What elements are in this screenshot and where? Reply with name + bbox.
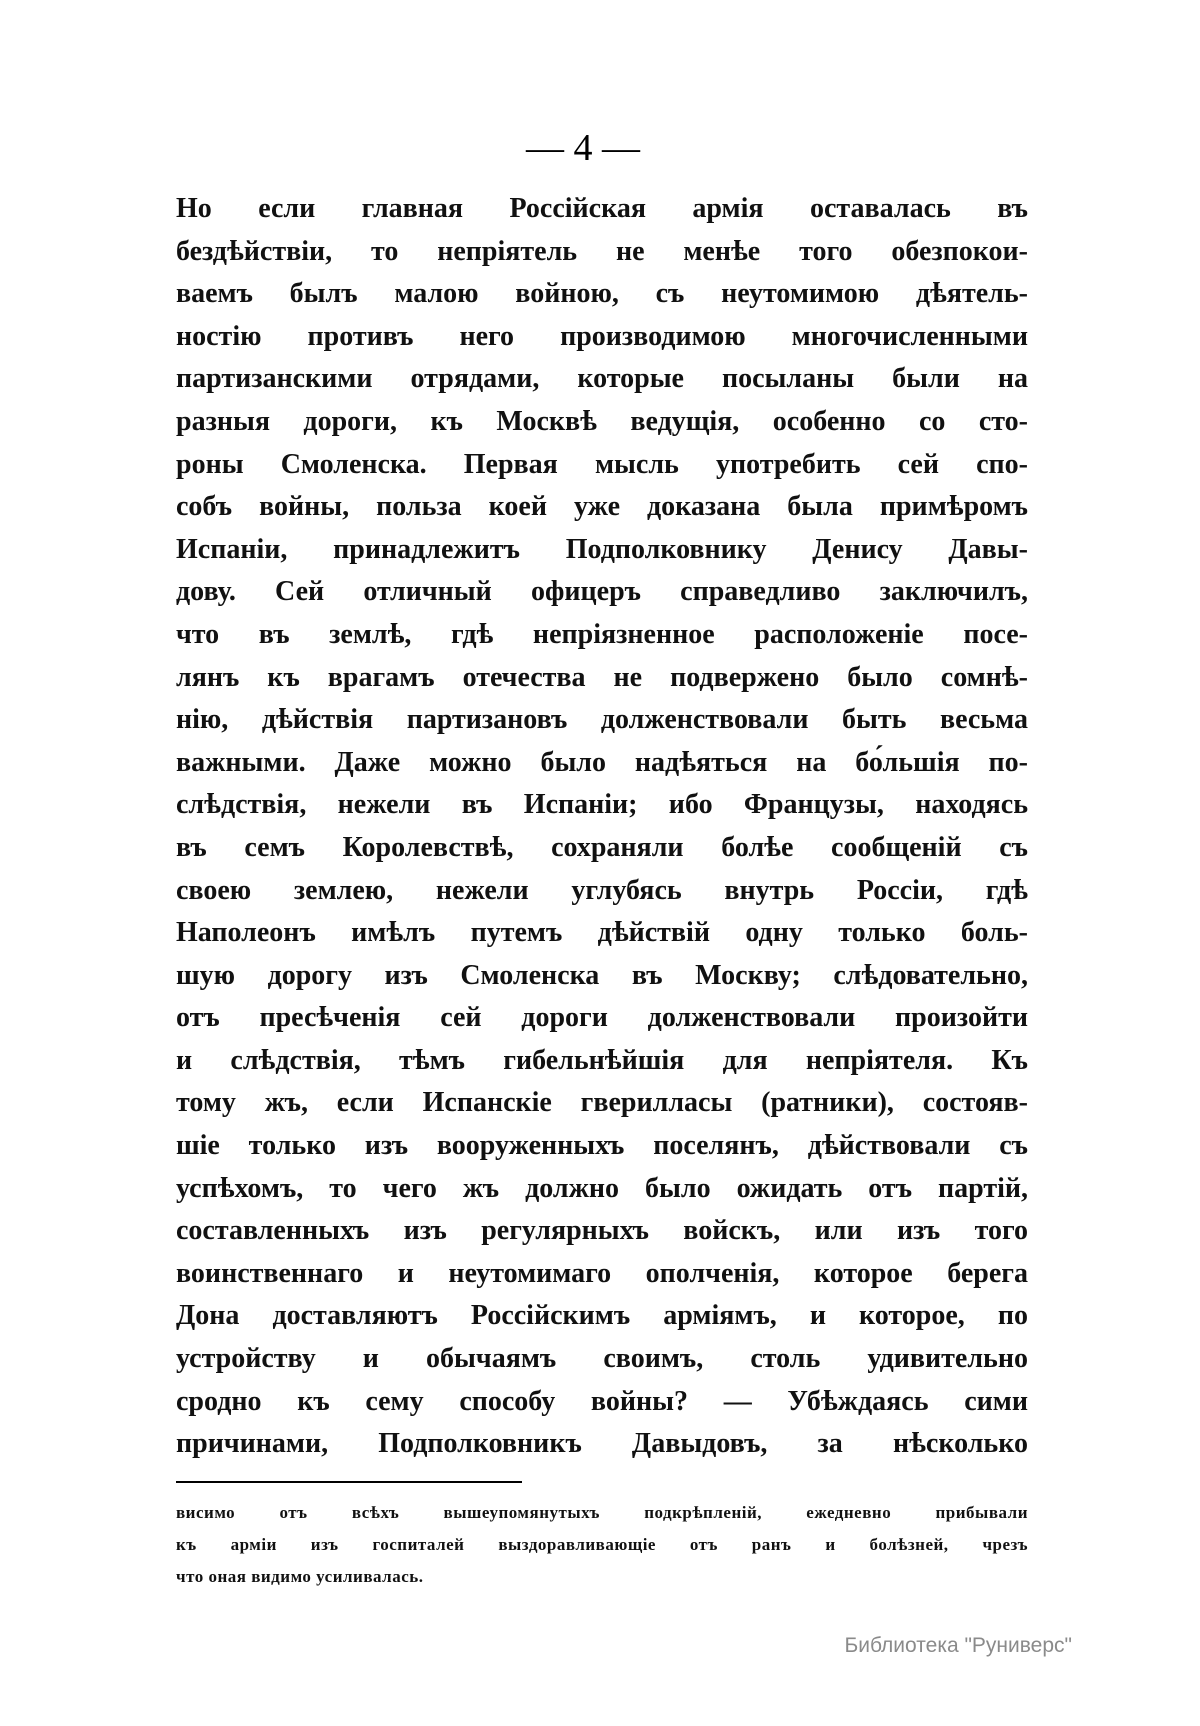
text-line: воинственнаго и неутомимаго ополченія, которое берега	[176, 1257, 1028, 1289]
footnote-line: что оная видимо усиливалась.	[176, 1567, 424, 1586]
text-line: лянъ къ врагамъ отечества не подвержено было сомнѣ-	[176, 661, 1028, 693]
text-line: Испаніи, принадлежитъ Подполковнику Денису Давы-	[176, 533, 1028, 565]
footnote-divider	[176, 1481, 522, 1483]
text-line: своею землею, нежели углубясь внутрь Россіи, гдѣ	[176, 874, 1028, 906]
text-line: роны Смоленска. Первая мысль употребить сей спо-	[176, 448, 1028, 480]
text-line: слѣдствія, нежели въ Испаніи; ибо Французы, находясь	[176, 789, 1028, 821]
text-line: въ семъ Королевствѣ, сохраняли болѣе сообщеній съ	[176, 831, 1028, 863]
footnotes	[176, 1497, 1028, 1593]
text-line: что въ землѣ, гдѣ непріязненное расположеніе посе-	[176, 618, 1028, 650]
text-line: разныя дороги, къ Москвѣ ведущія, особенно со сто-	[176, 405, 1028, 437]
text-line: дову. Сей отличный офицеръ справедливо заключилъ,	[176, 576, 1028, 608]
footnote-line: къ арміи изъ госпиталей выздоравливающіе отъ ранъ и болѣзней, чрезъ	[176, 1535, 1028, 1554]
text-line: тому жъ, если Испанскіе гверилласы (ратники), состояв-	[176, 1087, 1028, 1119]
text-line: составленныхъ изъ регулярныхъ войскъ, или изъ того	[176, 1215, 1028, 1247]
text-line: партизанскими отрядами, которые посыланы были на	[176, 363, 1028, 395]
text-line: причинами, Подполковникъ Давыдовъ, за нѣсколько	[176, 1428, 1028, 1460]
text-line: Дона доставляютъ Россійскимъ арміямъ, и которое, по	[176, 1300, 1028, 1332]
text-line: отъ пресѣченія сей дороги долженствовали произойти	[176, 1002, 1028, 1034]
footnote-line: висимо отъ всѣхъ вышеупомянутыхъ подкрѣпленій, ежедневно прибывали	[176, 1503, 1028, 1522]
text-line: собъ войны, польза коей уже доказана была примѣромъ	[176, 491, 1028, 523]
text-line: нію, дѣйствія партизановъ долженствовали быть весьма	[176, 704, 1028, 736]
text-line: бездѣйствіи, то непріятель не менѣе того обезпокои-	[176, 235, 1028, 267]
text-line: Но если главная Россійская армія оставалась въ	[176, 193, 1028, 224]
text-line: и слѣдствія, тѣмъ гибельнѣйшія для непріятеля. Къ	[176, 1044, 1028, 1076]
text-line: шую дорогу изъ Смоленска въ Москву; слѣдовательно,	[176, 959, 1028, 991]
text-line: успѣхомъ, то чего жъ должно было ожидать отъ партій,	[176, 1172, 1028, 1204]
body-text	[176, 188, 1028, 1466]
text-line: ностію противъ него производимою многочисленными	[176, 320, 1028, 352]
text-line: важными. Даже можно было надѣяться на бо́льшія по-	[176, 746, 1028, 778]
text-line: Наполеонъ имѣлъ путемъ дѣйствій одну только боль-	[176, 917, 1028, 949]
library-watermark: Библиотека "Руниверс"	[844, 1634, 1072, 1657]
text-line: сродно къ сему способу войны? — Убѣждаясь сими	[176, 1385, 1028, 1417]
page-number: — 4 —	[526, 127, 640, 169]
text-line: устройству и обычаямъ своимъ, столь удивительно	[176, 1343, 1028, 1375]
text-line: ваемъ былъ малою войною, съ неутомимою дѣятель-	[176, 278, 1028, 310]
text-line: шіе только изъ вооруженныхъ поселянъ, дѣйствовали съ	[176, 1130, 1028, 1162]
